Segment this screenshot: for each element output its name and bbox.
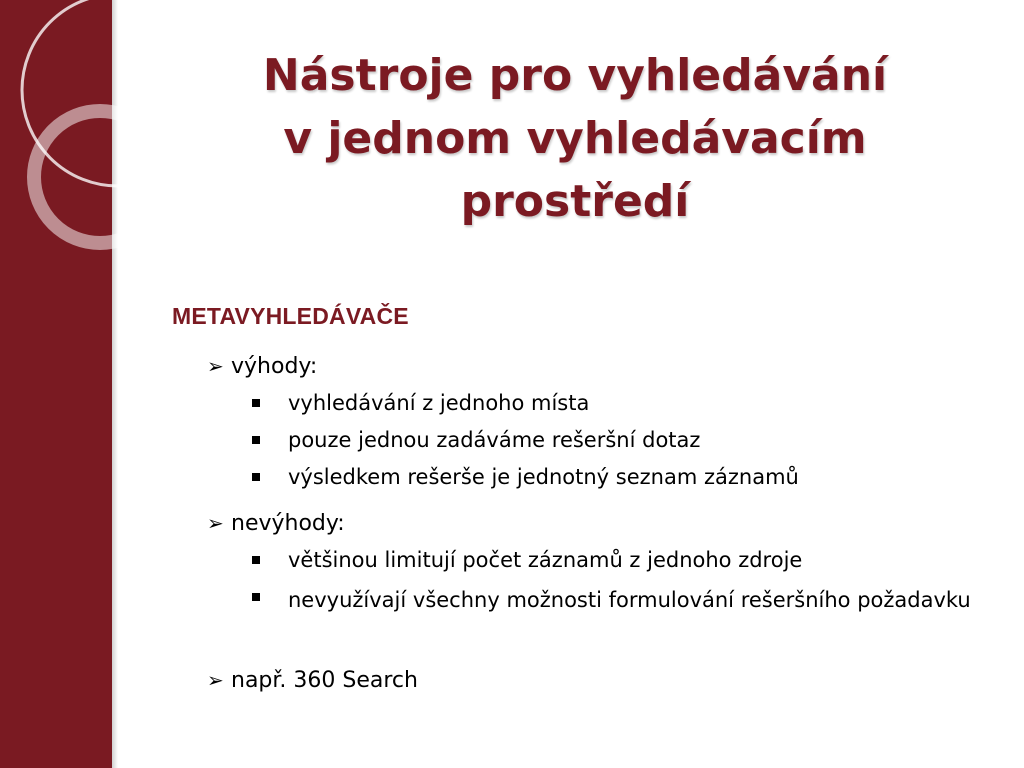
list-item-advantages bbox=[207, 351, 317, 382]
list-item-text: výsledkem rešerše je jednotný seznam záznamů bbox=[288, 465, 799, 489]
slide-title-line: prostředí bbox=[460, 176, 690, 227]
square-bullet-icon bbox=[252, 556, 260, 564]
arrow-bullet-icon: ➢ bbox=[207, 511, 224, 535]
list-item-label: výhody: bbox=[231, 354, 318, 379]
list-item-text: pouze jednou zadáváme rešeršní dotaz bbox=[288, 428, 701, 452]
list-item-example bbox=[207, 665, 418, 696]
arrow-bullet-icon: ➢ bbox=[207, 354, 224, 378]
square-bullet-icon bbox=[252, 436, 260, 444]
square-bullet-icon bbox=[252, 399, 260, 407]
list-item-label: nevýhody: bbox=[231, 511, 345, 536]
list-item-text: většinou limitují počet záznamů z jednoho zdroje bbox=[288, 548, 803, 572]
arrow-bullet-icon: ➢ bbox=[207, 668, 224, 692]
square-bullet-icon bbox=[252, 593, 260, 601]
list-item-disadvantages bbox=[207, 508, 345, 539]
list-item-text: vyhledávání z jednoho místa bbox=[288, 391, 590, 415]
square-bullet-icon bbox=[252, 473, 260, 481]
section-heading: METAVYHLEDÁVAČE bbox=[172, 303, 409, 329]
slide-title-line: Nástroje pro vyhledávání bbox=[262, 50, 888, 101]
list-item-text: nevyužívají všechny možnosti formulování rešeršního požadavku bbox=[288, 588, 971, 612]
list-item-label: např. 360 Search bbox=[231, 668, 418, 693]
slide-title-line: v jednom vyhledávacím bbox=[283, 113, 867, 164]
